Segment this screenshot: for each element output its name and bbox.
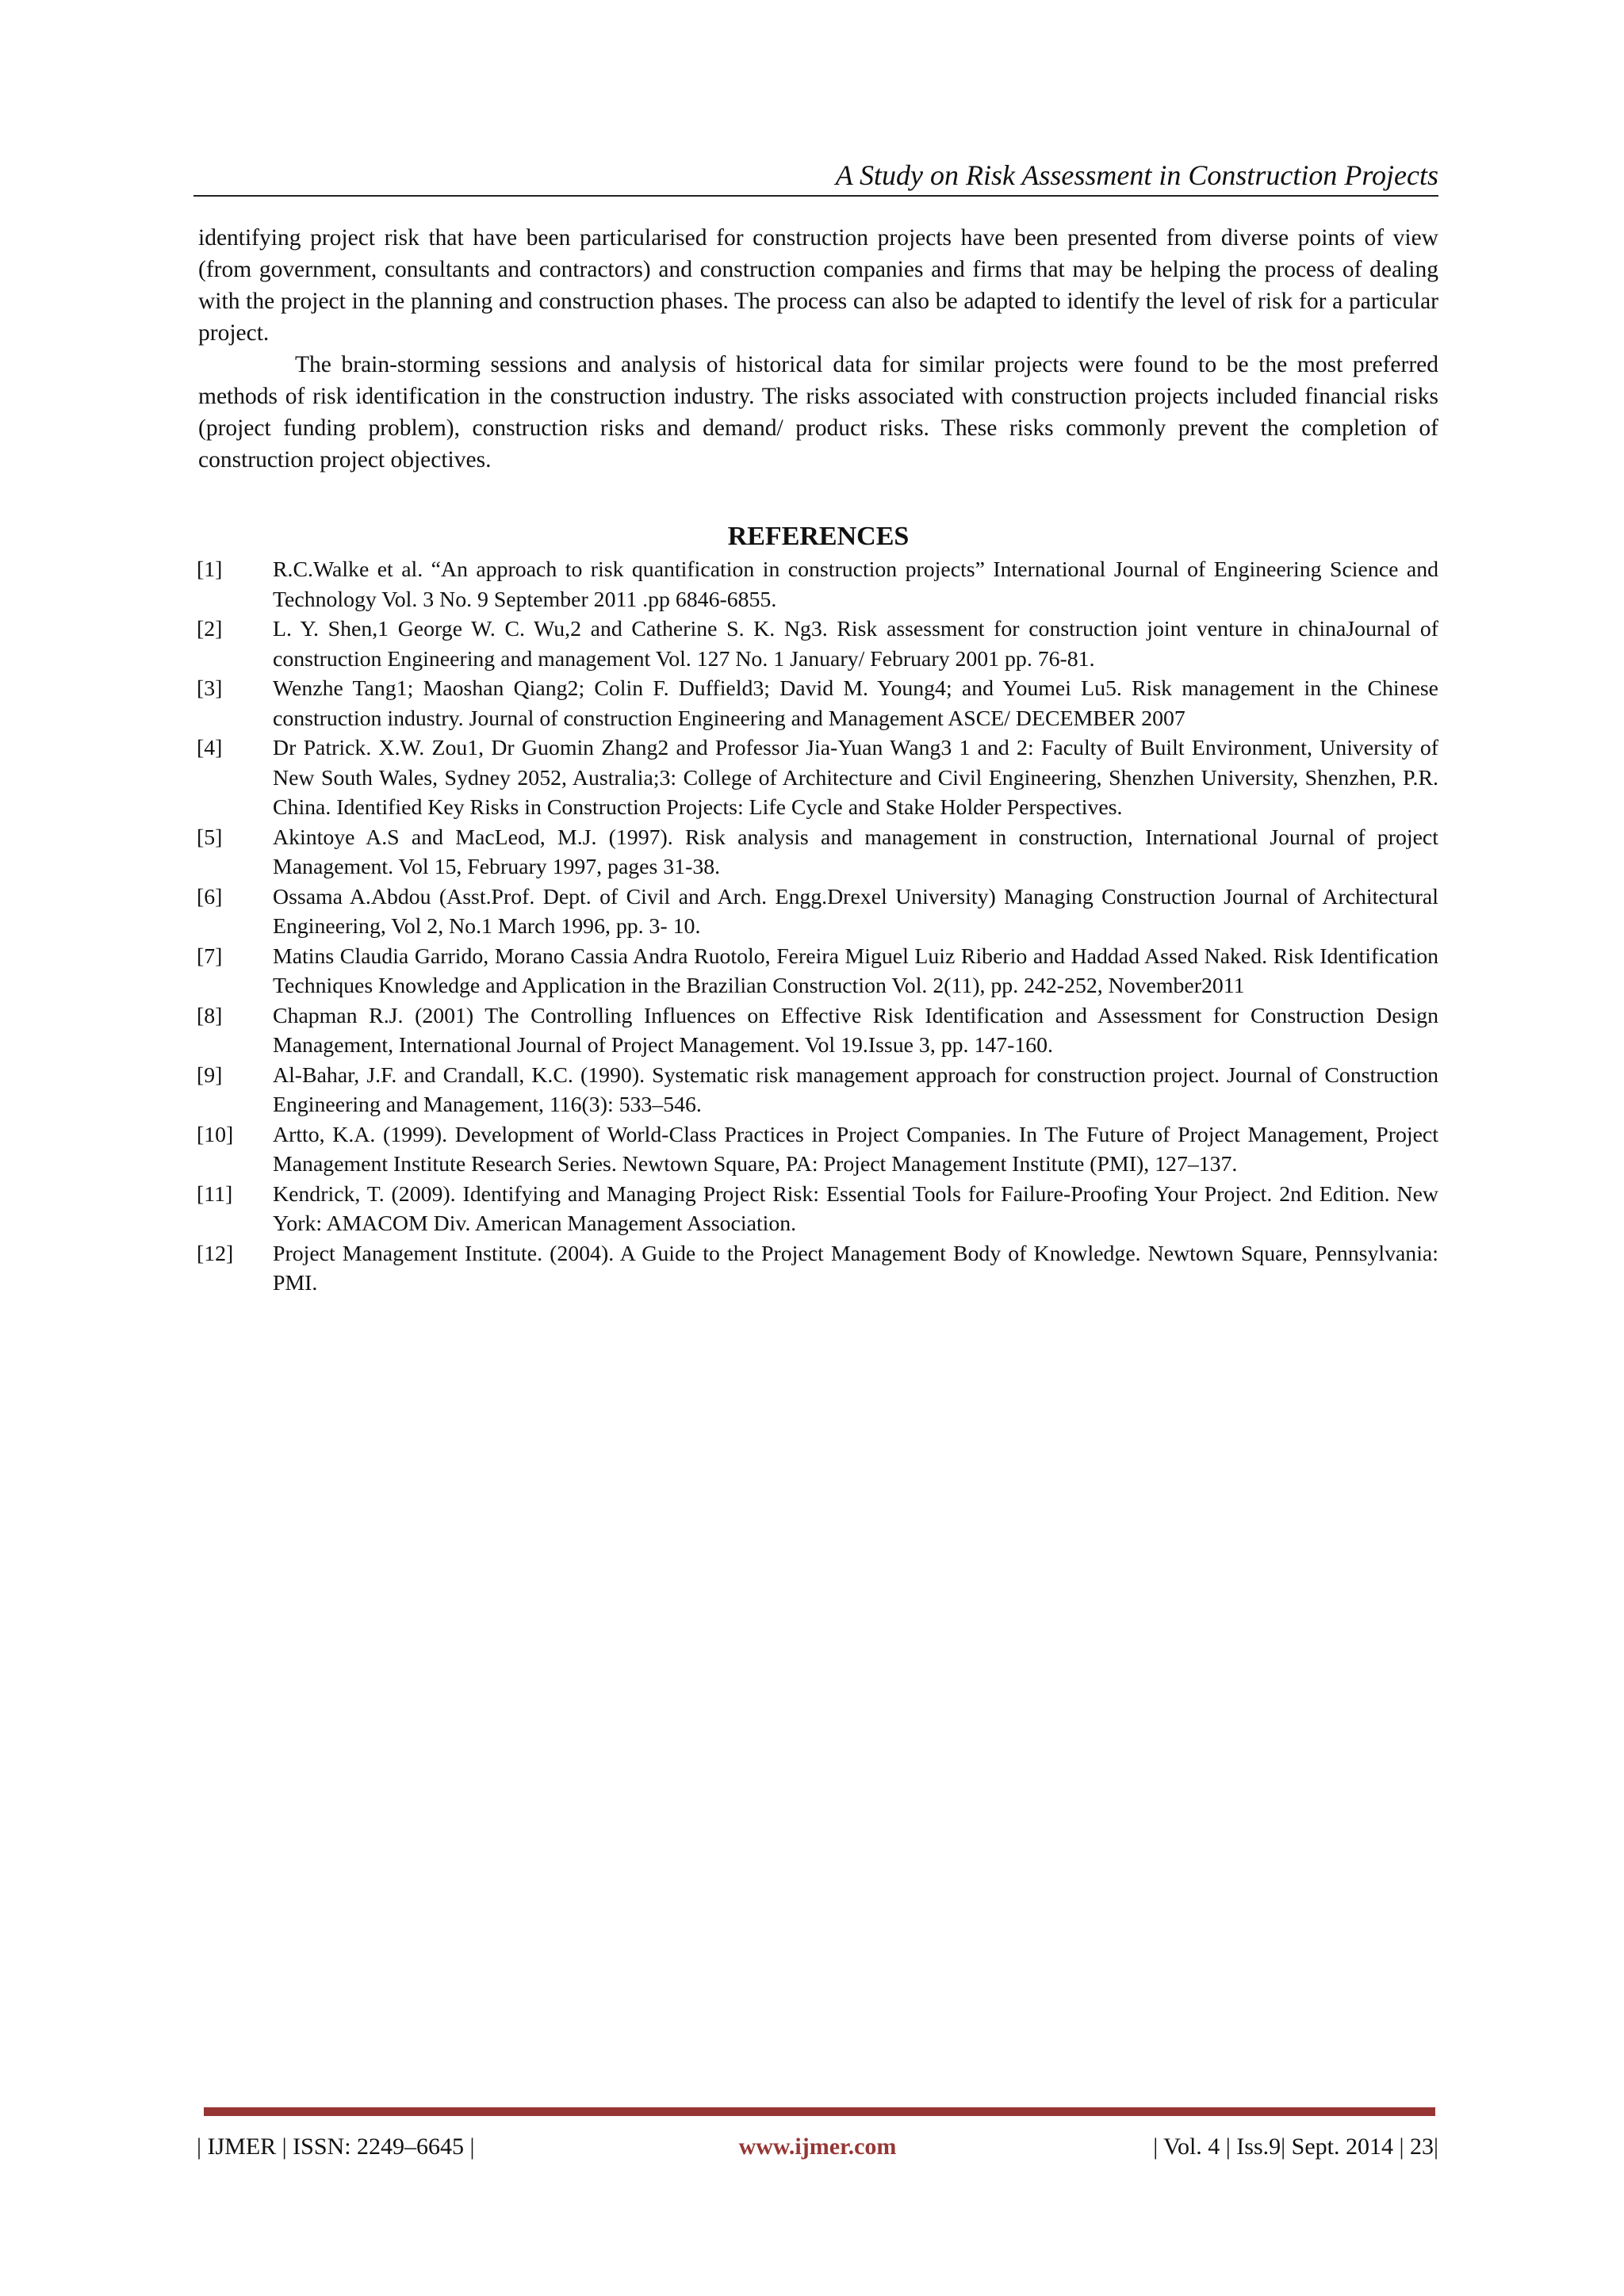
reference-text: Ossama A.Abdou (Asst.Prof. Dept. of Civil and Arch. Engg.Drexel University) Managing Construction Journal of Architectural Engineering, Vol 2, No.1 March 1996, pp. 3- 10. (273, 884, 1438, 939)
reference-text: Project Management Institute. (2004). A Guide to the Project Management Body of Knowledge. Newtown Square, Pennsylvania: PMI. (273, 1241, 1438, 1295)
reference-number: [12] (197, 1241, 234, 1266)
body-paragraph-2: The brain-storming sessions and analysis of historical data for similar projects were found to be the most preferred methods of risk identification in the construction industry. The risks associated with construction projects included financial risks (project funding problem), construction risks and demand/ product risks. These risks commonly prevent the completion of construction project objectives. (198, 352, 1438, 473)
reference-number: [10] (197, 1122, 234, 1147)
reference-text: Wenzhe Tang1; Maoshan Qiang2; Colin F. Duffield3; David M. Young4; and Youmei Lu5. Risk management in the Chinese construction industry. Journal of construction Engineering and Management ASCE/ DECEMBER 2007 (273, 676, 1438, 731)
reference-text: Al-Bahar, J.F. and Crandall, K.C. (1990). Systematic risk management approach for construction project. Journal of Construction Engineering and Management, 116(3): 533–546. (273, 1062, 1438, 1117)
reference-item (197, 882, 1438, 942)
running-title: A Study on Risk Assessment in Construction Projects (835, 159, 1438, 191)
reference-number: [5] (197, 825, 223, 850)
journal-issn: | IJMER | ISSN: 2249–6645 | (197, 2133, 475, 2160)
reference-text: Dr Patrick. X.W. Zou1, Dr Guomin Zhang2 and Professor Jia-Yuan Wang3 1 and 2: Faculty of Built Environment, University of New South Wales, Sydney 2052, Australia;3: College of Architecture and Civil Engineering, Shenzhen University, Shenzhen, P.R. China. Identified Key Risks in Construction Projects: Life Cycle and Stake Holder Perspectives. (273, 736, 1438, 820)
reference-number: [8] (197, 1003, 223, 1028)
reference-item (197, 614, 1438, 674)
references-list (197, 555, 1438, 1299)
reference-item (197, 674, 1438, 733)
reference-text: Akintoye A.S and MacLeod, M.J. (1997). Risk analysis and management in construction, International Journal of project Management. Vol 15, February 1997, pages 31-38. (273, 825, 1438, 879)
reference-number: [9] (197, 1062, 223, 1088)
reference-number: [4] (197, 736, 223, 760)
reference-text: Artto, K.A. (1999). Development of World-Class Practices in Project Companies. In The Future of Project Management, Project Management Institute Research Series. Newtown Square, PA: Project Management Institute (PMI), 127–137. (273, 1122, 1438, 1177)
reference-item (197, 555, 1438, 614)
body-text (198, 222, 1438, 476)
reference-text: Chapman R.J. (2001) The Controlling Influences on Effective Risk Identification and Assessment for Construction Design Management, International Journal of Project Management. Vol 19.Issue 3, pp. 147-160. (273, 1003, 1438, 1058)
reference-item (197, 823, 1438, 882)
reference-item (197, 942, 1438, 1001)
body-paragraph-1: identifying project risk that have been particularised for construction projects have been presented from diverse points of view (from government, consultants and contractors) and construction companies and firms that may be helping the process of dealing with the project in the planning and construction phases. The process can also be adapted to identify the level of risk for a particular project. (198, 225, 1438, 346)
reference-item (197, 1120, 1438, 1180)
reference-number: [11] (197, 1181, 233, 1207)
reference-text: Matins Claudia Garrido, Morano Cassia Andra Ruotolo, Fereira Miguel Luiz Riberio and Haddad Assed Naked. Risk Identification Techniques Knowledge and Application in the Brazilian Construction Vol. 2(11), pp. 242-252, November2011 (273, 943, 1438, 998)
reference-item (197, 1061, 1438, 1120)
reference-number: [3] (197, 676, 223, 701)
reference-number: [6] (197, 884, 223, 909)
reference-item (197, 1001, 1438, 1061)
footer-bar (204, 2107, 1435, 2116)
reference-text: R.C.Walke et al. “An approach to risk quantification in construction projects” International Journal of Engineering Science and Technology Vol. 3 No. 9 September 2011 .pp 6846-6855. (273, 557, 1438, 612)
reference-number: [1] (197, 557, 223, 582)
reference-item (197, 1180, 1438, 1239)
volume-issue-page: | Vol. 4 | Iss.9| Sept. 2014 | 23| (1153, 2133, 1438, 2160)
reference-item (197, 733, 1438, 823)
reference-item (197, 1239, 1438, 1299)
reference-number: [7] (197, 943, 223, 969)
reference-text: L. Y. Shen,1 George W. C. Wu,2 and Catherine S. K. Ng3. Risk assessment for construction joint venture in chinaJournal of construction Engineering and management Vol. 127 No. 1 January/ February 2001 pp. 76-81. (273, 617, 1438, 672)
journal-website-link[interactable]: www.ijmer.com (738, 2133, 897, 2160)
references-heading: REFERENCES (727, 522, 910, 551)
reference-number: [2] (197, 617, 223, 641)
header-rule (193, 195, 1438, 197)
reference-text: Kendrick, T. (2009). Identifying and Managing Project Risk: Essential Tools for Failure-Proofing Your Project. 2nd Edition. New York: AMACOM Div. American Management Association. (273, 1181, 1438, 1236)
page-footer (197, 2127, 1438, 2167)
